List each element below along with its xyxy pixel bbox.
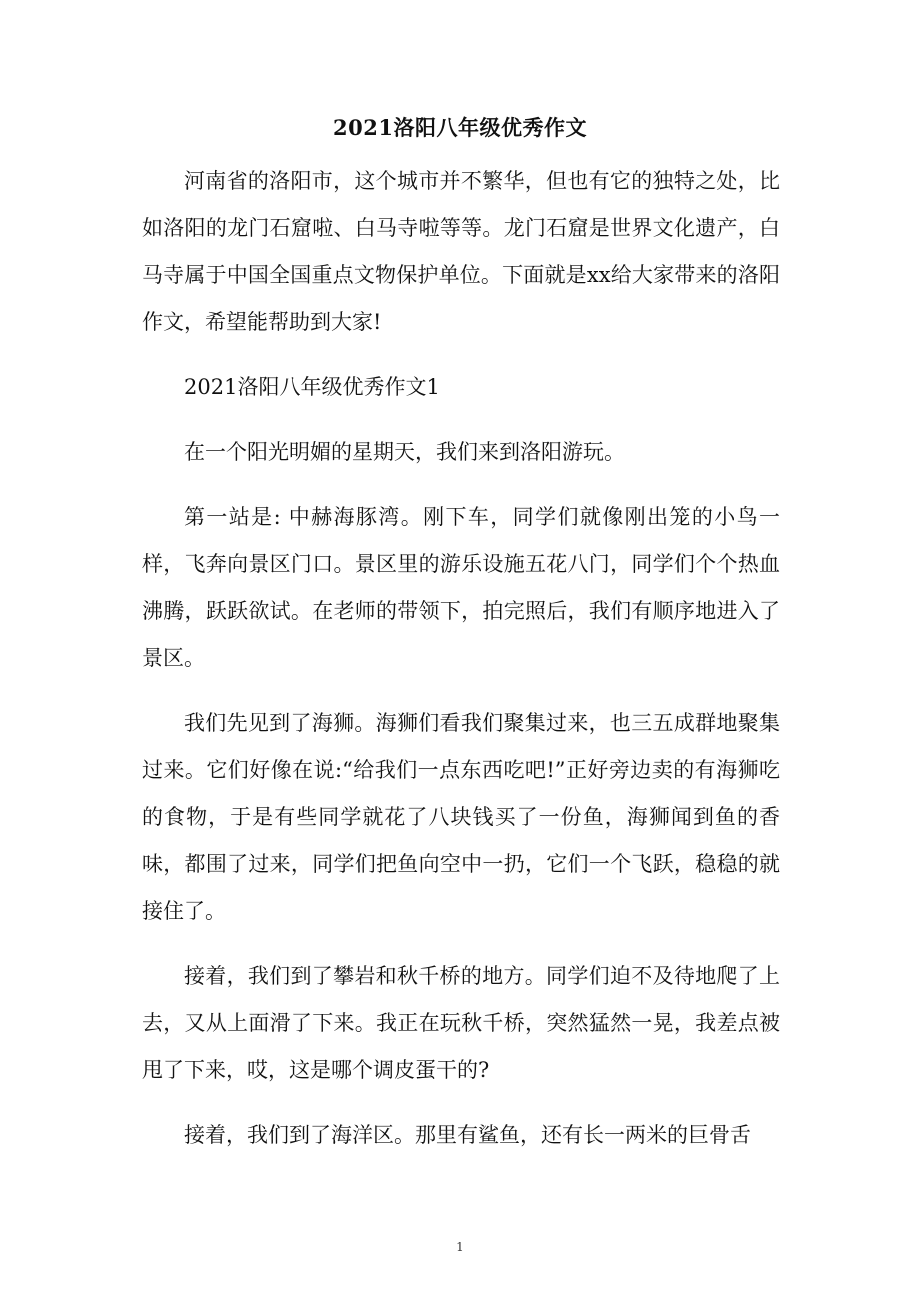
paragraph-first-stop: 第一站是: 中赫海豚湾。刚下车，同学们就像刚出笼的小鸟一样，飞奔向景区门口。景区里的游乐设施五花八门，同学们个个热血沸腾，跃跃欲试。在老师的带领下，拍完照后，我们有顺序地进入了景区。 xyxy=(142,505,780,670)
paragraph-climbing: 接着，我们到了攀岩和秋千桥的地方。同学们迫不及待地爬了上去，又从上面滑了下来。我正在玩秋千桥，突然猛然一晃，我差点被甩了下来，哎，这是哪个调皮蛋干的? xyxy=(142,964,780,1082)
paragraph-subtitle: 2021洛阳八年级优秀作文1 xyxy=(184,375,440,399)
paragraph-intro: 河南省的洛阳市，这个城市并不繁华，但也有它的独特之处，比如洛阳的龙门石窟啦、白马寺啦等等。龙门石窟是世界文化遗产，白马寺属于中国全国重点文物保护单位。下面就是xx给大家带来的洛阳作文，希望能帮助到大家! xyxy=(142,169,780,334)
paragraph-ocean-area: 接着，我们到了海洋区。那里有鲨鱼，还有长一两米的巨骨舌 xyxy=(184,1123,751,1147)
paragraph-sea-lions: 我们先见到了海狮。海狮们看我们聚集过来，也三五成群地聚集过来。它们好像在说:“给我们一点东西吃吧!”正好旁边卖的有海狮吃的食物，于是有些同学就花了八块钱买了一份鱼，海狮闻到鱼的香味，都围了过来，同学们把鱼向空中一扔，它们一个飞跃，稳稳的就接住了。 xyxy=(142,711,780,923)
document-title: 2021洛阳八年级优秀作文 xyxy=(333,115,587,140)
document-body xyxy=(142,158,780,1159)
page-number: 1 xyxy=(456,1240,464,1254)
paragraph-opening: 在一个阳光明媚的星期天，我们来到洛阳游玩。 xyxy=(184,440,625,464)
